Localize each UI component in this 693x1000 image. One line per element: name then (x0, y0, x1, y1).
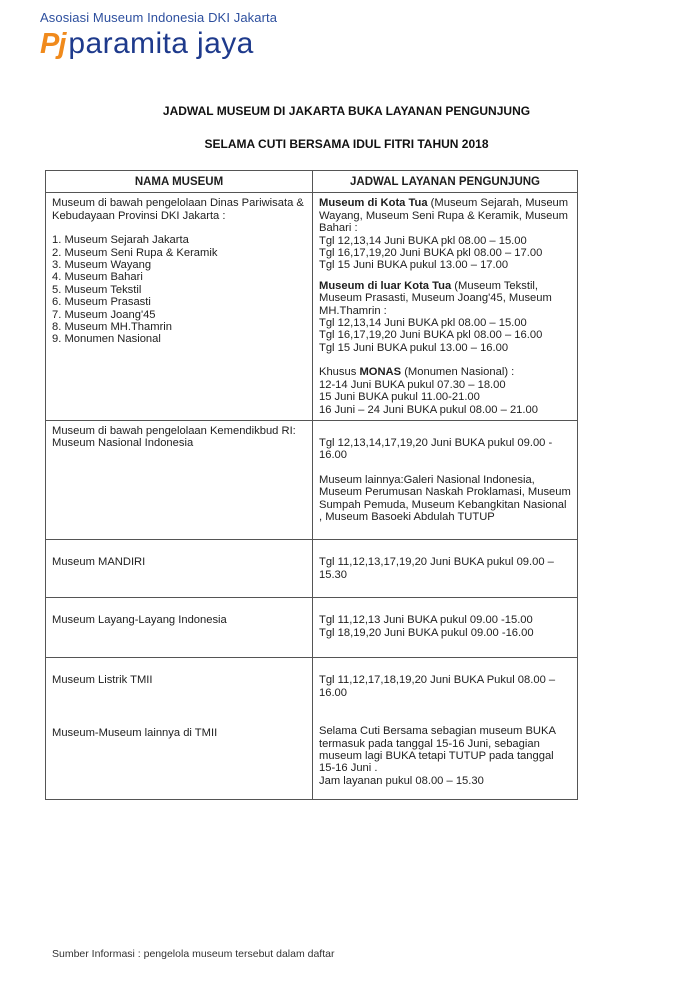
table-row (46, 420, 578, 539)
schedule-line: Tgl 11,12,13,17,19,20 Juni BUKA pukul 09.00 – 15.30 (319, 556, 554, 581)
luar-kota-tua-label: Museum di luar Kota Tua (319, 279, 452, 292)
document-subtitle: SELAMA CUTI BERSAMA IDUL FITRI TAHUN 2018 (204, 137, 489, 151)
list-item: 8. Museum MH.Thamrin (52, 321, 306, 333)
source-footnote: Sumber Informasi : pengelola museum tersebut dalam daftar (52, 948, 335, 960)
schedule-line: Tgl 12,13,14 Juni BUKA pkl 08.00 – 15.00 (319, 234, 527, 247)
schedule-line: 15 Juni BUKA pukul 11.00-21.00 (319, 391, 480, 404)
schedule-line: Tgl 18,19,20 Juni BUKA pukul 09.00 -16.00 (319, 626, 534, 639)
schedule-table (45, 170, 578, 800)
header-logo-block (40, 10, 277, 61)
row5-schedule-cell (313, 658, 578, 800)
header-museum-name: NAMA MUSEUM (46, 171, 313, 193)
row3-museum-cell (46, 540, 313, 598)
table-header-row (46, 171, 578, 193)
row4-schedule-cell (313, 598, 578, 658)
paramita-jaya-logo (40, 27, 277, 61)
schedule-line: Tgl 11,12,17,18,19,20 Juni BUKA Pukul 08.00 – 16.00 (319, 674, 556, 699)
list-item: 4. Museum Bahari (52, 271, 306, 283)
schedule-line: Tgl 11,12,13 Juni BUKA pukul 09.00 -15.00 (319, 614, 533, 627)
closed-museums-note: Museum lainnya:Galeri Nasional Indonesia, Museum Perumusan Naskah Proklamasi, Museum Sumpah Pemuda, Museum Kebangkitan Nasional , Museum Basoeki Abdulah TUTUP (319, 473, 571, 523)
logo-text: paramita jaya (68, 27, 254, 60)
row2-schedule-cell (313, 420, 578, 539)
association-name: Asosiasi Museum Indonesia DKI Jakarta (40, 10, 278, 25)
monas-prefix: Khusus (319, 366, 360, 379)
list-item: 3. Museum Wayang (52, 259, 306, 271)
kota-tua-label: Museum di Kota Tua (319, 197, 428, 210)
monas-block (319, 366, 571, 378)
header-schedule: JADWAL LAYANAN PENGUNJUNG (313, 171, 578, 193)
table-row (46, 193, 578, 421)
tmii-note: Selama Cuti Bersama sebagian museum BUKA termasuk pada tanggal 15-16 Juni, sebagian museum lagi BUKA tetapi TUTUP pada tanggal 15-16 Juni . (319, 725, 556, 775)
schedule-line: 12-14 Juni BUKA pukul 07.30 – 18.00 (319, 378, 506, 391)
logo-mark: Pj (40, 28, 66, 60)
museum-name: Museum-Museum lainnya di TMII (52, 726, 218, 739)
museum-list (52, 234, 306, 346)
kota-tua-block (319, 197, 571, 234)
list-item: 5. Museum Tekstil (52, 284, 306, 296)
list-item: 2. Museum Seni Rupa & Keramik (52, 247, 306, 259)
monas-label: MONAS (359, 366, 402, 379)
row4-museum-cell (46, 598, 313, 658)
luar-kota-tua-desc: (Museum Tekstil, Museum Prasasti, Museum Joang'45, Museum MH.Thamrin : (319, 279, 552, 317)
schedule-line: 16 Juni – 24 Juni BUKA pukul 08.00 – 21.00 (319, 403, 538, 416)
tmii-hours: Jam layanan pukul 08.00 – 15.30 (319, 774, 484, 787)
schedule-line: Tgl 12,13,14 Juni BUKA pkl 08.00 – 15.00 (319, 317, 527, 330)
row3-schedule-cell (313, 540, 578, 598)
table-row (46, 598, 578, 658)
row1-intro: Museum di bawah pengelolaan Dinas Pariwisata & Kebudayaan Provinsi DKI Jakarta : (52, 197, 304, 222)
row1-museum-cell (46, 193, 313, 421)
museum-name: Museum Listrik TMII (52, 674, 153, 687)
row5-museum-cell (46, 658, 313, 800)
schedule-line: Tgl 15 Juni BUKA pukul 13.00 – 16.00 (319, 341, 509, 354)
schedule-line: Tgl 16,17,19,20 Juni BUKA pkl 08.00 – 17.00 (319, 247, 543, 260)
schedule-line: Tgl 15 Juni BUKA pukul 13.00 – 17.00 (319, 259, 509, 272)
schedule-line: Tgl 12,13,14,17,19,20 Juni BUKA pukul 09.00 - 16.00 (319, 436, 553, 462)
row1-schedule-cell (313, 193, 578, 421)
list-item: 7. Museum Joang'45 (52, 309, 306, 321)
table-row (46, 658, 578, 800)
museum-name: Museum MANDIRI (52, 556, 146, 569)
table-row (46, 540, 578, 598)
list-item: 6. Museum Prasasti (52, 296, 306, 308)
museum-name: Museum Layang-Layang Indonesia (52, 614, 227, 627)
document-title: JADWAL MUSEUM DI JAKARTA BUKA LAYANAN PENGUNJUNG (162, 104, 531, 118)
schedule-line: Tgl 16,17,19,20 Juni BUKA pkl 08.00 – 16.00 (319, 329, 543, 342)
luar-kota-tua-block (319, 280, 571, 317)
monas-desc: (Monumen Nasional) : (401, 366, 515, 379)
list-item: 9. Monumen Nasional (52, 333, 306, 345)
row2-museum-cell: Museum di bawah pengelolaan Kemendikbud RI: Museum Nasional Indonesia (46, 420, 313, 539)
kota-tua-desc: (Museum Sejarah, Museum Wayang, Museum Seni Rupa & Keramik, Museum Bahari : (319, 197, 569, 235)
list-item: 1. Museum Sejarah Jakarta (52, 234, 306, 246)
